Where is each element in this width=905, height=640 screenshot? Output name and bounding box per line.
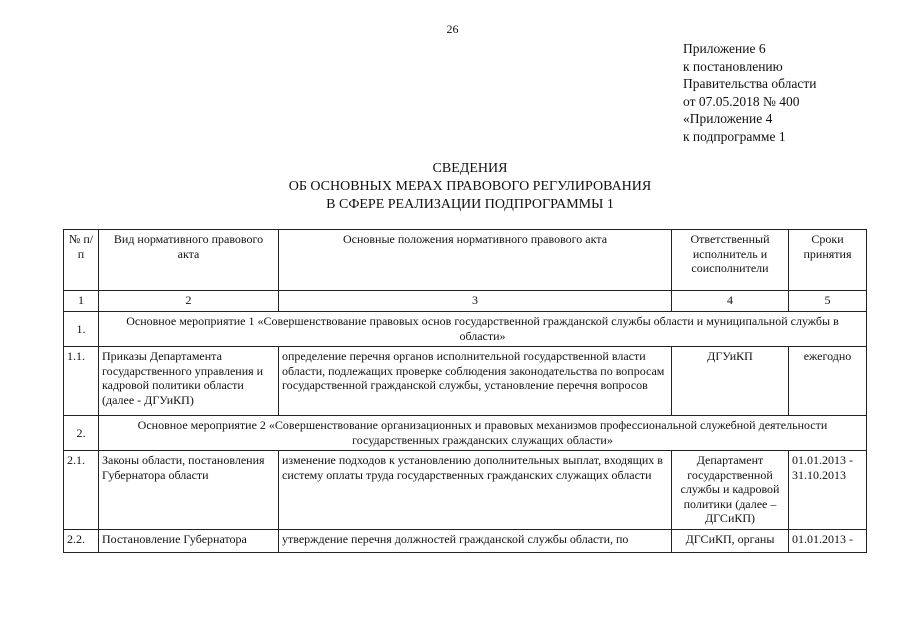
row-number: 1.1. (64, 347, 99, 416)
appendix-block (683, 40, 893, 146)
column-number: 2 (99, 291, 279, 312)
column-number: 3 (279, 291, 672, 312)
header-cell-number: № п/п (64, 230, 99, 291)
table-row (64, 530, 867, 553)
appendix-line: к подпрограмме 1 (683, 128, 786, 144)
table-header-row (64, 230, 867, 291)
appendix-line: Правительства области (683, 76, 817, 92)
row-term: 01.01.2013 - 31.10.2013 (789, 451, 867, 530)
header-cell-term: Сроки принятия (789, 230, 867, 291)
section-title: Основное мероприятие 2 «Совершенствование организационных и правовых механизмов профессиональной служебной деятельности государственных гражданских служащих области» (99, 416, 867, 451)
table-row (64, 347, 867, 416)
row-term: ежегодно (789, 347, 867, 416)
row-term: 01.01.2013 - (789, 530, 867, 553)
section-title: Основное мероприятие 1 «Совершенствование правовых основ государственной гражданской службы области и муниципальной службы в области» (99, 312, 867, 347)
row-provisions: определение перечня органов исполнительной государственной власти области, подлежащих проверке соблюдения законодательства по вопросам государственной гражданской службы, установление перечня вопросов (279, 347, 672, 416)
header-cell-executor: Ответственный исполнитель и соисполнители (672, 230, 789, 291)
section-row-1 (64, 312, 867, 347)
header-cell-act-type: Вид нормативного правового акта (99, 230, 279, 291)
column-number-row (64, 291, 867, 312)
row-number: 2.2. (64, 530, 99, 553)
measures-table (63, 229, 867, 553)
section-number: 1. (64, 312, 99, 347)
row-executor: ДГУиКП (672, 347, 789, 416)
column-number: 1 (64, 291, 99, 312)
title-line: В СФЕРЕ РЕАЛИЗАЦИИ ПОДПРОГРАММЫ 1 (326, 197, 614, 212)
title-line: ОБ ОСНОВНЫХ МЕРАХ ПРАВОВОГО РЕГУЛИРОВАНИЯ (288, 179, 652, 194)
header-cell-provisions: Основные положения нормативного правового акта (279, 230, 672, 291)
section-row-2 (64, 416, 867, 451)
section-number: 2. (64, 416, 99, 451)
appendix-line: Приложение 6 (683, 41, 766, 56)
appendix-line: «Приложение 4 (683, 111, 773, 127)
document-title (190, 160, 750, 214)
row-provisions: изменение подходов к установлению дополнительных выплат, входящих в систему оплаты труда государственных гражданских служащих области (279, 451, 672, 530)
row-provisions: утверждение перечня должностей гражданской службы области, по (279, 530, 672, 553)
appendix-line: от 07.05.2018 № 400 (683, 93, 800, 109)
column-number: 5 (789, 291, 867, 312)
column-number: 4 (672, 291, 789, 312)
row-executor: Департамент государственной службы и кадровой политики (далее –ДГСиКП) (672, 451, 789, 530)
row-number: 2.1. (64, 451, 99, 530)
table-row (64, 451, 867, 530)
appendix-line: к постановлению (683, 58, 783, 74)
row-act-type: Законы области, постановления Губернатора области (99, 451, 279, 530)
row-act-type: Приказы Департамента государственного управления и кадровой политики области (далее - ДГУиКП) (99, 347, 279, 416)
title-line: СВЕДЕНИЯ (432, 161, 508, 176)
page-number: 26 (446, 22, 459, 36)
row-act-type: Постановление Губернатора (99, 530, 279, 553)
row-executor: ДГСиКП, органы (672, 530, 789, 553)
